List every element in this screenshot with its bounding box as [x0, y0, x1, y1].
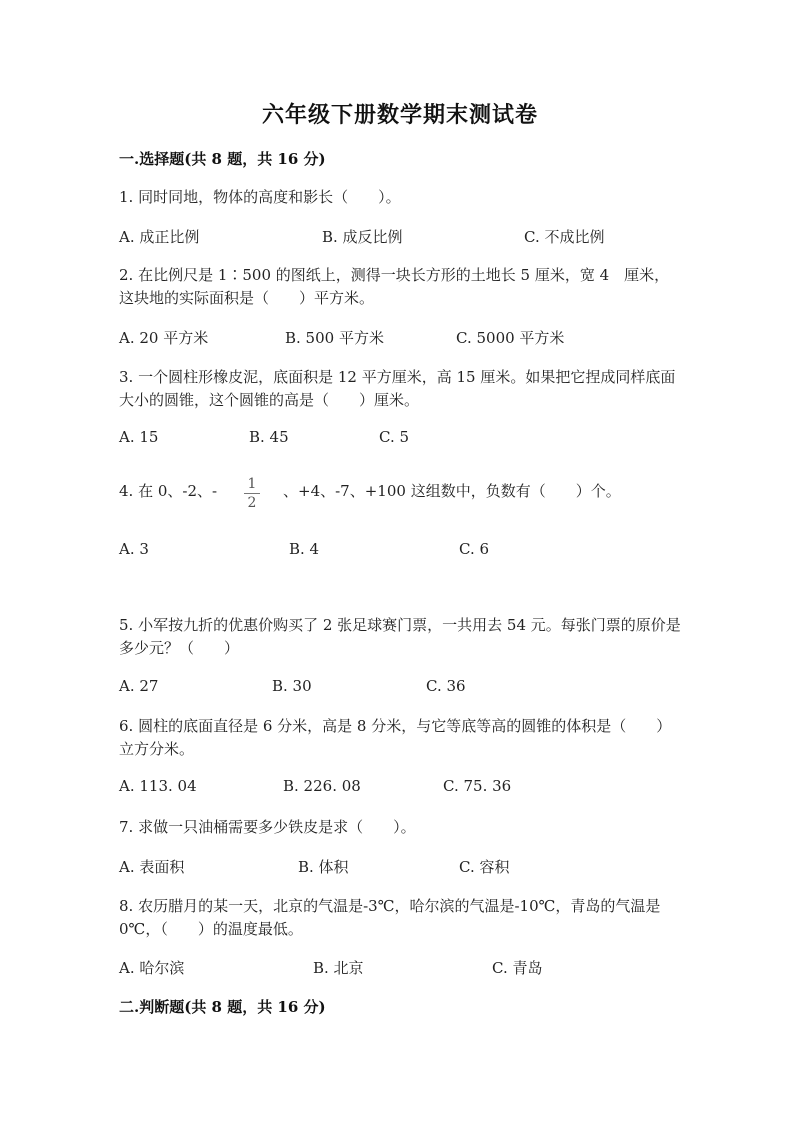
option-b: B. 226. 08: [283, 777, 361, 795]
question-4-options: [119, 540, 719, 562]
section-heading-judgment: 二.判断题(共 8 题，共 16 分): [119, 998, 326, 1016]
question-4-prefix: 4. 在 0、-2、-: [119, 482, 218, 500]
option-b: B. 成反比例: [322, 228, 403, 246]
question-1-options: [119, 226, 719, 248]
page-title: 六年级下册数学期末测试卷: [261, 102, 538, 128]
option-b: B. 体积: [298, 858, 349, 876]
option-a: A. 27: [119, 677, 159, 695]
question-7-options: [119, 856, 719, 878]
section-heading-choice: 一.选择题(共 8 题，共 16 分): [119, 150, 326, 168]
option-c: C. 不成比例: [524, 228, 605, 246]
fraction-denominator: 2: [247, 495, 257, 511]
question-7: 7. 求做一只油桶需要多少铁皮是求（ ）。: [119, 818, 416, 836]
option-b: B. 500 平方米: [285, 329, 384, 347]
option-c: C. 5: [379, 428, 410, 446]
option-a: A. 20 平方米: [119, 329, 209, 347]
option-a: A. 113. 04: [119, 777, 197, 795]
option-c: C. 6: [459, 540, 490, 558]
option-b: B. 4: [289, 540, 320, 558]
option-c: C. 5000 平方米: [456, 329, 565, 347]
option-c: C. 36: [426, 677, 466, 695]
question-6: 6. 圆柱的底面直径是 6 分米，高是 8 分米，与它等底等高的圆锥的体积是（ ）立方分米。: [119, 717, 672, 758]
option-a: A. 3: [119, 540, 149, 558]
fraction-numerator: 1: [247, 476, 257, 492]
question-6-options: [119, 777, 719, 799]
option-b: B. 30: [272, 677, 312, 695]
question-5: 5. 小军按九折的优惠价购买了 2 张足球赛门票，一共用去 54 元。每张门票的原价是多少元？（ ）: [119, 616, 681, 657]
option-b: B. 45: [249, 428, 289, 446]
question-2: 2. 在比例尺是 1∶500 的图纸上，测得一块长方形的土地长 5 厘米，宽 4 厘米，这块地的实际面积是（ ）平方米。: [119, 266, 670, 307]
fraction-bar: [244, 493, 260, 494]
option-a: A. 成正比例: [119, 228, 200, 246]
option-c: C. 容积: [459, 858, 510, 876]
option-a: A. 15: [119, 428, 159, 446]
option-c: C. 青岛: [492, 959, 543, 977]
question-4-suffix: 、+4、-7、+100 这组数中，负数有（ ）个。: [283, 482, 621, 500]
option-a: A. 哈尔滨: [119, 959, 185, 977]
question-1: 1. 同时同地，物体的高度和影长（ ）。: [119, 188, 401, 206]
option-c: C. 75. 36: [443, 777, 512, 795]
question-8-options: [119, 957, 719, 979]
option-b: B. 北京: [313, 959, 364, 977]
question-8: 8. 农历腊月的某一天，北京的气温是-3℃，哈尔滨的气温是-10℃，青岛的气温是 0℃，（ ）的温度最低。: [119, 897, 661, 938]
question-5-options: [119, 677, 719, 699]
question-3-options: [119, 428, 719, 450]
question-2-options: [119, 327, 719, 349]
option-a: A. 表面积: [119, 858, 185, 876]
fraction-one-half: [242, 476, 262, 511]
question-3: 3. 一个圆柱形橡皮泥，底面积是 12 平方厘米，高 15 厘米。如果把它捏成同样底面大小的圆锥，这个圆锥的高是（ ）厘米。: [119, 368, 676, 409]
